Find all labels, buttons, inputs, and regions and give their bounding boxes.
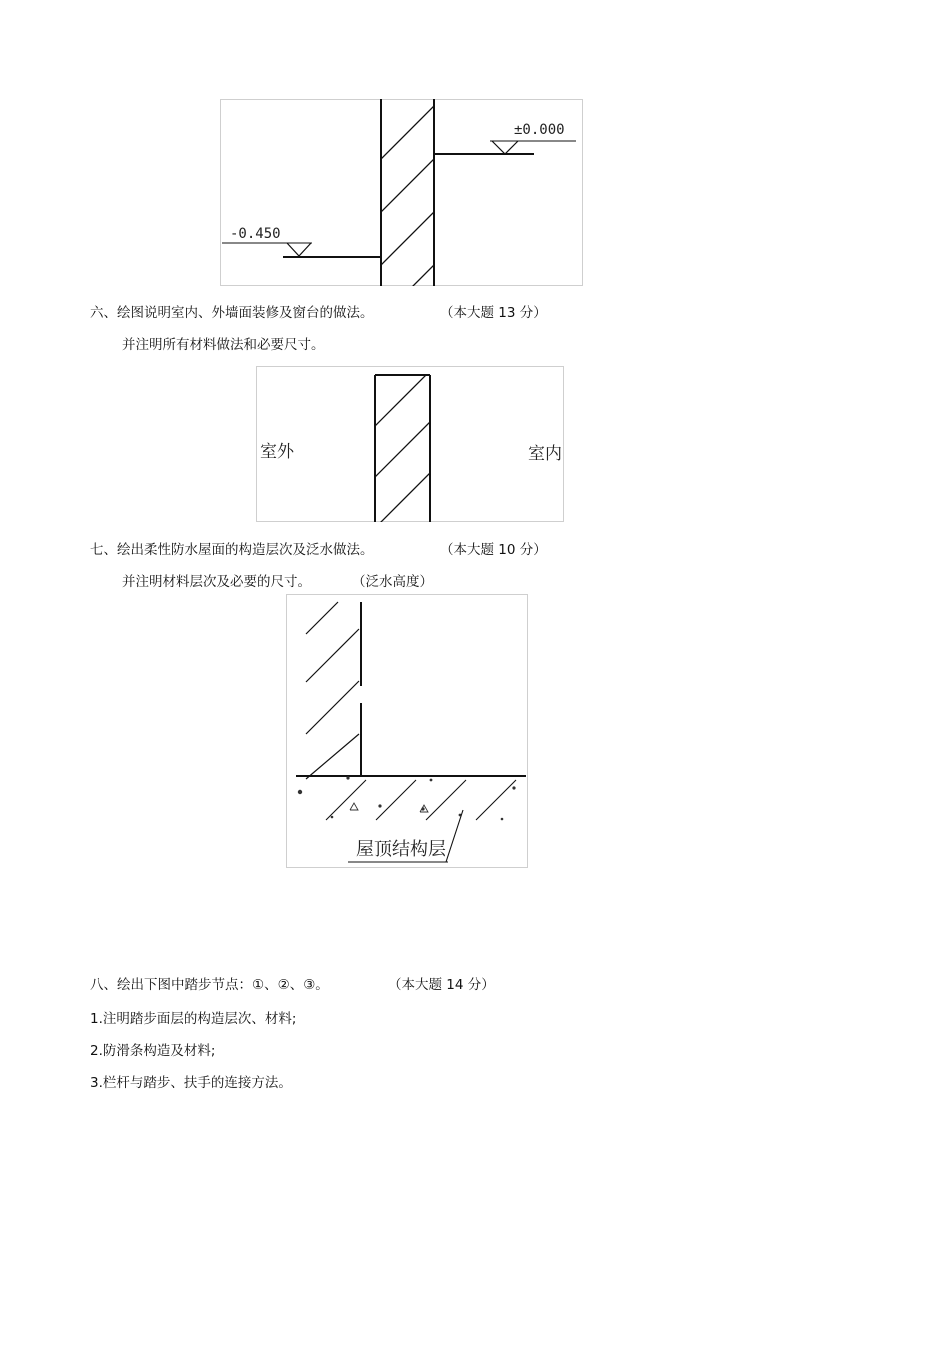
- label-outdoor-level: -0.450: [230, 226, 281, 242]
- question-6-title: 六、绘图说明室内、外墙面装修及窗台的做法。: [90, 305, 374, 321]
- question-8-item-2: 2.防滑条构造及材料;: [90, 1043, 216, 1059]
- label-roof-structure: 屋顶结构层: [356, 839, 446, 860]
- question-7-score: （本大题 10 分）: [440, 542, 547, 558]
- question-7-title: 七、绘出柔性防水屋面的构造层次及泛水做法。: [90, 542, 374, 558]
- label-inside: 室内: [528, 444, 562, 464]
- question-8-item-1: 1.注明踏步面层的构造层次、材料;: [90, 1011, 297, 1027]
- question-8-item-3: 3.栏杆与踏步、扶手的连接方法。: [90, 1075, 292, 1091]
- question-7-subtitle: 并注明材料层次及必要的尺寸。: [122, 574, 311, 590]
- label-outside: 室外: [260, 442, 294, 462]
- question-6-subtitle: 并注明所有材料做法和必要尺寸。: [122, 337, 325, 353]
- label-ground-level: ±0.000: [514, 122, 565, 138]
- figure-wall-elevation: [220, 99, 583, 286]
- figure-roof-parapet: [286, 594, 528, 868]
- question-7-note: （泛水高度）: [352, 574, 433, 590]
- question-8-title: 八、绘出下图中踏步节点：①、②、③。: [90, 977, 329, 993]
- question-8-score: （本大题 14 分）: [388, 977, 495, 993]
- figure-wall-section: [256, 366, 564, 522]
- question-6-score: （本大题 13 分）: [440, 305, 547, 321]
